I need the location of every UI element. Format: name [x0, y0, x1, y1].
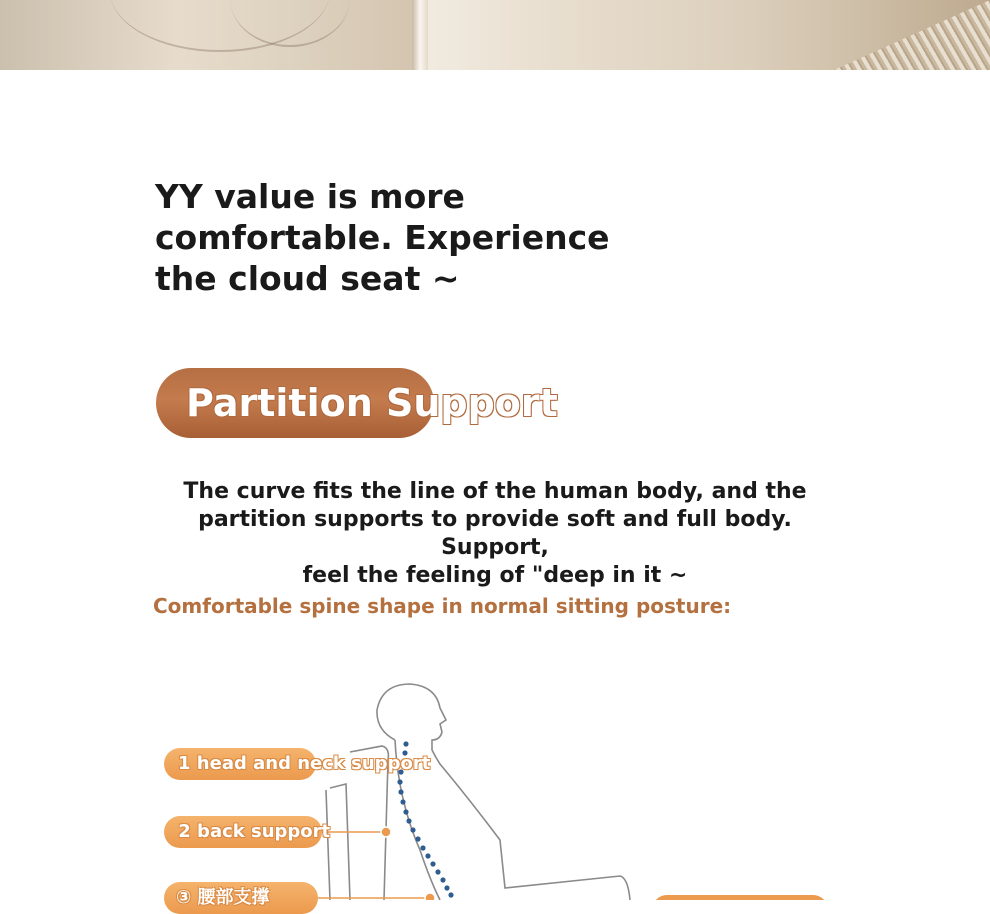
section-badge-label: Partition Support: [186, 381, 558, 425]
headline-line: the cloud seat ~: [155, 259, 460, 298]
head-neck-support-label: 1 head and neck support: [178, 753, 431, 774]
description-text: [150, 478, 840, 590]
headline-line: YY value is more: [155, 177, 465, 216]
headline-line: comfortable. Experience: [155, 218, 610, 257]
sofa-seam: [412, 0, 428, 70]
description-line: partition supports to provide soft and full body. Support,: [198, 507, 792, 560]
seated-human-spine-icon: [0, 640, 990, 900]
section-badge: [156, 368, 576, 438]
description-line: feel the feeling of "deep in it ~: [302, 563, 688, 588]
description-line: The curve fits the line of the human body, and the: [183, 479, 807, 504]
hero-sofa-photo: [0, 0, 990, 70]
back-support-label: 2 back support: [172, 821, 331, 842]
posture-subheading: Comfortable spine shape in normal sitting posture:: [153, 594, 732, 618]
rug-texture: [750, 0, 990, 70]
lumbar-support-label: ③ 腰部支撑: [176, 887, 270, 908]
headline: [155, 176, 615, 299]
spine-posture-diagram: [0, 640, 990, 908]
